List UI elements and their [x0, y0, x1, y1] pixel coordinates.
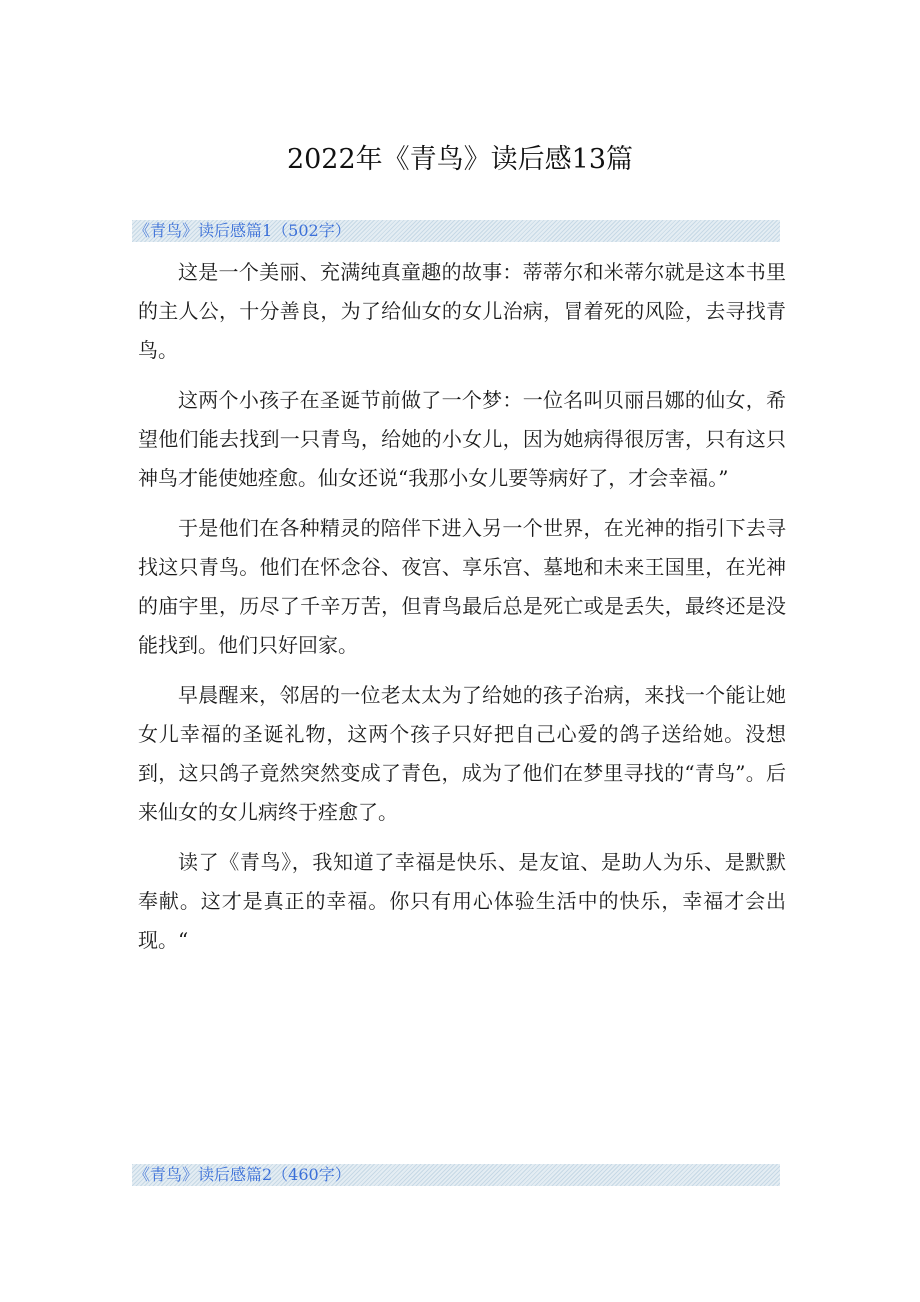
section-header-2 — [132, 1164, 780, 1186]
section-header-1 — [132, 220, 780, 242]
paragraph: 早晨醒来，邻居的一位老太太为了给她的孩子治病，来找一个能让她女儿幸福的圣诞礼物，这两个孩子只好把自己心爱的鸽子送给她。没想到，这只鸽子竟然突然变成了青色，成为了他们在梦里寻找的“青鸟”。后来仙女的女儿病终于痊愈了。 — [138, 683, 786, 824]
document-title: 2022年《青鸟》读后感13篇 — [286, 144, 634, 175]
paragraph: 读了《青鸟》，我知道了幸福是快乐、是友谊、是助人为乐、是默默奉献。这才是真正的幸福。你只有用心体验生活中的快乐，幸福才会出现。“ — [138, 850, 786, 952]
section-header-1-label: 《青鸟》读后感篇1（502字） — [134, 221, 351, 240]
section-header-2-label: 《青鸟》读后感篇2（460字） — [134, 1165, 351, 1184]
section-1-body — [138, 253, 786, 971]
paragraph: 于是他们在各种精灵的陪伴下进入另一个世界，在光神的指引下去寻找这只青鸟。他们在怀念谷、夜宫、享乐宫、墓地和未来王国里，在光神的庙宇里，历尽了千辛万苦，但青鸟最后总是死亡或是丢失，最终还是没能找到。他们只好回家。 — [138, 516, 786, 657]
paragraph: 这是一个美丽、充满纯真童趣的故事：蒂蒂尔和米蒂尔就是这本书里的主人公，十分善良，为了给仙女的女儿治病，冒着死的风险，去寻找青鸟。 — [138, 260, 786, 362]
paragraph: 这两个小孩子在圣诞节前做了一个梦：一位名叫贝丽吕娜的仙女，希望他们能去找到一只青鸟，给她的小女儿，因为她病得很厉害，只有这只神鸟才能使她痊愈。仙女还说“我那小女儿要等病好了，才会幸福。” — [138, 388, 786, 490]
